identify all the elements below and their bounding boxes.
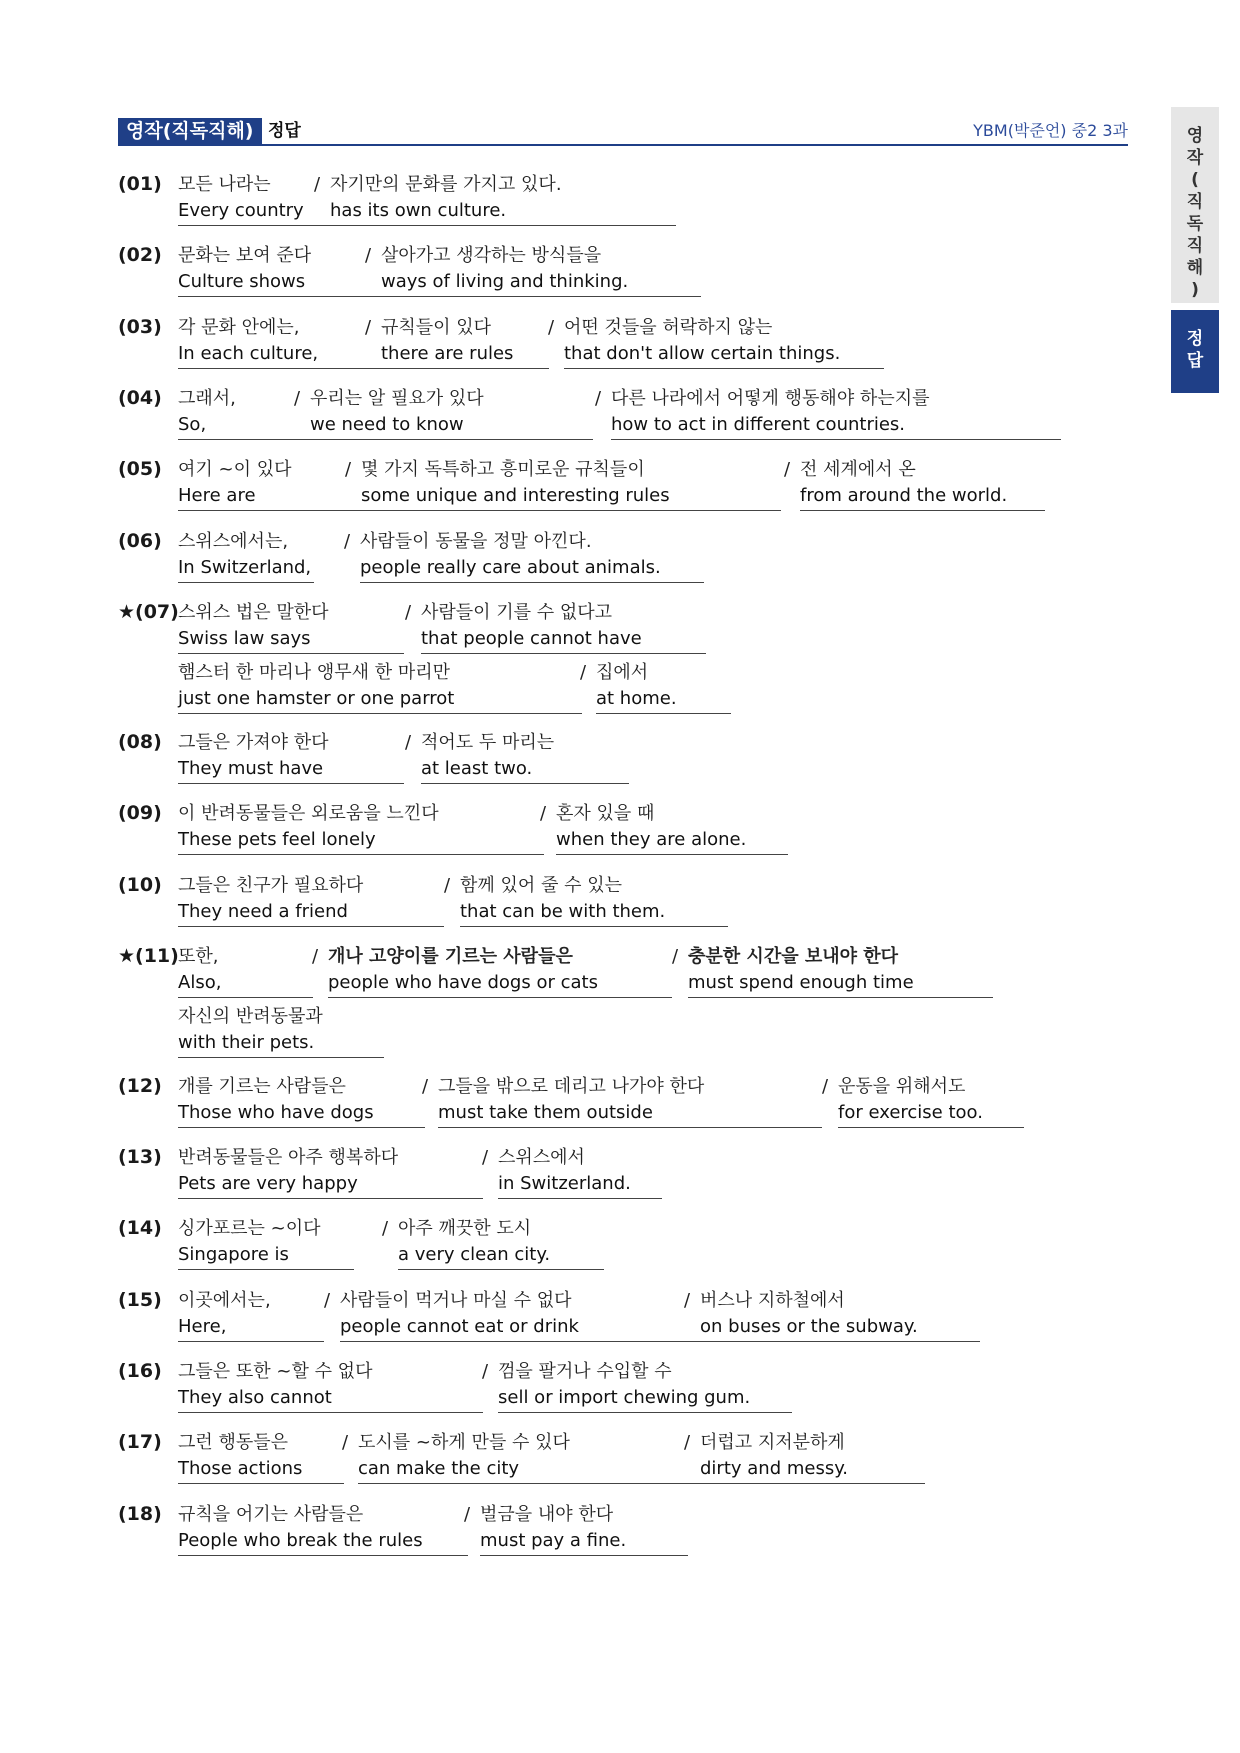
side-tab-char: 답 (1186, 351, 1204, 371)
korean-phrase: 자신의 반려동물과 (178, 1006, 323, 1027)
side-tab-char: 작 (1186, 148, 1204, 168)
english-phrase: must pay a fine. (480, 1530, 627, 1551)
item-number: (04) (118, 387, 162, 409)
phrase-chunk (556, 802, 788, 854)
phrase-chunk (421, 731, 629, 783)
english-phrase: Culture shows (178, 271, 306, 292)
answer-underline (498, 1412, 792, 1413)
phrase-separator: / (344, 531, 351, 552)
phrase-separator: / (672, 946, 679, 967)
phrase-chunk (178, 316, 384, 368)
answer-underline (700, 1341, 980, 1342)
phrase-separator: / (595, 388, 602, 409)
item-number: (17) (118, 1431, 162, 1453)
english-phrase: Those who have dogs (178, 1102, 374, 1123)
phrase-chunk (498, 1360, 792, 1412)
item-number: (15) (118, 1289, 162, 1311)
item-number: (09) (118, 802, 162, 824)
item-number: (01) (118, 173, 162, 195)
answer-underline (178, 510, 363, 511)
korean-phrase: 더럽고 지저분하게 (700, 1432, 845, 1453)
korean-phrase: 또한, (178, 946, 219, 967)
answer-underline (360, 582, 704, 583)
answer-underline (178, 1127, 425, 1128)
book-label: YBM(박준언) 중2 3과 (973, 121, 1128, 140)
phrase-separator: / (684, 1432, 691, 1453)
phrase-separator: / (548, 317, 555, 338)
phrase-chunk (178, 1217, 354, 1269)
answer-underline (838, 1127, 1024, 1128)
english-phrase: that don't allow certain things. (564, 343, 841, 364)
side-tab-char: ) (1191, 280, 1199, 300)
answer-underline (688, 997, 993, 998)
phrase-chunk (178, 1075, 425, 1127)
item-number: (14) (118, 1217, 162, 1239)
phrase-chunk (800, 458, 1045, 510)
answer-underline (361, 510, 781, 511)
answer-underline (480, 1555, 688, 1556)
phrase-chunk (838, 1075, 1024, 1127)
korean-phrase: 껌을 팔거나 수입할 수 (498, 1361, 672, 1382)
answer-underline (498, 1198, 662, 1199)
phrase-separator: / (464, 1504, 471, 1525)
english-phrase: These pets feel lonely (178, 829, 376, 850)
korean-phrase: 모든 나라는 (178, 174, 271, 195)
phrase-chunk (611, 387, 1061, 439)
answer-underline (178, 582, 314, 583)
english-phrase: can make the city (358, 1458, 520, 1479)
english-phrase: on buses or the subway. (700, 1316, 918, 1337)
english-phrase: that people cannot have (421, 628, 642, 649)
phrase-chunk (480, 1503, 688, 1555)
answer-underline (564, 368, 884, 369)
phrase-separator: / (342, 1432, 349, 1453)
phrase-chunk (398, 1217, 604, 1269)
korean-phrase: 사람들이 동물을 정말 아낀다. (360, 531, 592, 552)
page-header (118, 118, 1128, 144)
english-phrase: must spend enough time (688, 972, 914, 993)
korean-phrase: 우리는 알 필요가 있다 (310, 388, 484, 409)
english-phrase: at least two. (421, 758, 533, 779)
item-number: (16) (118, 1360, 162, 1382)
english-phrase: with their pets. (178, 1032, 315, 1053)
phrase-chunk (178, 661, 582, 713)
korean-phrase: 사람들이 기를 수 없다고 (421, 602, 613, 623)
phrase-separator: / (312, 946, 319, 967)
phrase-chunk (361, 458, 781, 510)
answer-underline (178, 926, 444, 927)
phrase-chunk (700, 1431, 925, 1483)
answer-underline (178, 783, 404, 784)
english-phrase: for exercise too. (838, 1102, 983, 1123)
answer-underline (381, 368, 549, 369)
english-phrase: we need to know (310, 414, 464, 435)
phrase-separator: / (684, 1290, 691, 1311)
korean-phrase: 몇 가지 독특하고 흥미로운 규칙들이 (361, 459, 645, 480)
korean-phrase: 전 세계에서 온 (800, 459, 916, 480)
phrase-chunk (328, 945, 672, 997)
answer-underline (460, 926, 728, 927)
answer-underline (700, 1483, 925, 1484)
korean-phrase: 함께 있어 줄 수 있는 (460, 875, 622, 896)
phrase-chunk (178, 387, 313, 439)
korean-phrase: 반려동물들은 아주 행복하다 (178, 1147, 399, 1168)
english-phrase: Here are (178, 485, 256, 506)
english-phrase: Here, (178, 1316, 227, 1337)
phrase-chunk (360, 530, 704, 582)
item-number: (03) (118, 316, 162, 338)
english-phrase: They must have (178, 758, 324, 779)
korean-phrase: 그래서, (178, 388, 236, 409)
korean-phrase: 문화는 보여 준다 (178, 245, 312, 266)
phrase-separator: / (405, 602, 412, 623)
item-number: (10) (118, 874, 162, 896)
korean-phrase: 운동을 위해서도 (838, 1076, 966, 1097)
korean-phrase: 그런 행동들은 (178, 1432, 289, 1453)
korean-phrase: 혼자 있을 때 (556, 803, 655, 824)
english-phrase: They need a friend (178, 901, 348, 922)
phrase-chunk (178, 458, 363, 510)
answer-underline (310, 439, 593, 440)
korean-phrase: 아주 깨끗한 도시 (398, 1218, 532, 1239)
korean-phrase: 벌금을 내야 한다 (480, 1504, 614, 1525)
phrase-chunk (498, 1146, 662, 1198)
phrase-chunk (178, 244, 384, 296)
answer-underline (178, 653, 404, 654)
korean-phrase: 집에서 (596, 662, 649, 683)
answer-underline (178, 1057, 384, 1058)
phrase-chunk (358, 1431, 701, 1483)
phrase-chunk (460, 874, 728, 926)
item-number: (08) (118, 731, 162, 753)
answer-underline (178, 1483, 344, 1484)
phrase-chunk (310, 387, 593, 439)
korean-phrase: 스위스에서 (498, 1147, 585, 1168)
english-phrase: So, (178, 414, 207, 435)
item-number: (13) (118, 1146, 162, 1168)
english-phrase: Also, (178, 972, 222, 993)
answer-underline (421, 653, 706, 654)
phrase-separator: / (540, 803, 547, 824)
header-rule (118, 144, 1128, 146)
korean-phrase: 여기 ~이 있다 (178, 459, 292, 480)
korean-phrase: 자기만의 문화를 가지고 있다. (330, 174, 562, 195)
korean-phrase: 이곳에서는, (178, 1290, 271, 1311)
phrase-separator: / (382, 1218, 389, 1239)
english-phrase: people who have dogs or cats (328, 972, 598, 993)
side-tab-char: 독 (1186, 214, 1204, 234)
english-phrase: people cannot eat or drink (340, 1316, 579, 1337)
side-tab-char: 영 (1186, 126, 1204, 146)
answer-underline (556, 854, 788, 855)
korean-phrase: 충분한 시간을 보내야 한다 (688, 946, 899, 967)
phrase-chunk (178, 1146, 483, 1198)
answer-underline (178, 439, 313, 440)
english-phrase: They also cannot (178, 1387, 332, 1408)
english-phrase: Those actions (178, 1458, 303, 1479)
korean-phrase: 개를 기르는 사람들은 (178, 1076, 346, 1097)
english-phrase: People who break the rules (178, 1530, 423, 1551)
phrase-separator: / (314, 174, 321, 195)
answer-underline (800, 510, 1045, 511)
phrase-separator: / (580, 662, 587, 683)
korean-phrase: 규칙들이 있다 (381, 317, 492, 338)
korean-phrase: 살아가고 생각하는 방식들을 (381, 245, 602, 266)
phrase-separator: / (482, 1361, 489, 1382)
korean-phrase: 스위스에서는, (178, 531, 289, 552)
item-number: ★(07) (118, 601, 179, 623)
phrase-chunk (340, 1289, 703, 1341)
answer-underline (438, 1127, 822, 1128)
item-number: ★(11) (118, 945, 179, 967)
phrase-chunk (381, 244, 701, 296)
phrase-chunk (178, 1503, 471, 1555)
english-phrase: Singapore is (178, 1244, 289, 1265)
phrase-chunk (178, 1289, 324, 1341)
phrase-chunk (178, 173, 331, 225)
answer-underline (596, 713, 731, 714)
english-phrase: sell or import chewing gum. (498, 1387, 751, 1408)
phrase-chunk (178, 1431, 344, 1483)
korean-phrase: 그들을 밖으로 데리고 나가야 한다 (438, 1076, 705, 1097)
side-tab-char: 해 (1186, 258, 1204, 278)
side-tab-char: 정 (1186, 329, 1204, 349)
side-tab-char: 직 (1186, 236, 1204, 256)
english-phrase: how to act in different countries. (611, 414, 906, 435)
phrase-separator: / (482, 1147, 489, 1168)
english-phrase: Every country (178, 200, 304, 221)
item-number: (18) (118, 1503, 162, 1525)
phrase-separator: / (444, 875, 451, 896)
answer-underline (178, 713, 582, 714)
answer-underline (178, 997, 313, 998)
phrase-chunk (421, 601, 706, 653)
answer-underline (178, 225, 331, 226)
answer-underline (178, 368, 384, 369)
korean-phrase: 개나 고양이를 기르는 사람들은 (328, 946, 573, 967)
english-phrase: some unique and interesting rules (361, 485, 670, 506)
answer-underline (178, 854, 544, 855)
phrase-separator: / (405, 732, 412, 753)
korean-phrase: 스위스 법은 말한다 (178, 602, 329, 623)
answer-underline (330, 225, 676, 226)
answer-underline (178, 1341, 324, 1342)
phrase-chunk (178, 874, 444, 926)
phrase-chunk (700, 1289, 980, 1341)
answer-underline (421, 783, 629, 784)
section-tag: 영작(직독직해) (118, 118, 262, 144)
phrase-separator: / (294, 388, 301, 409)
phrase-chunk (596, 661, 731, 713)
korean-phrase: 각 문화 안에는, (178, 317, 300, 338)
answer-underline (358, 1483, 701, 1484)
answer-underline (178, 1555, 468, 1556)
answer-underline (328, 997, 672, 998)
answer-underline (398, 1269, 604, 1270)
english-phrase: has its own culture. (330, 200, 507, 221)
item-number: (05) (118, 458, 162, 480)
side-tab-char: 직 (1186, 192, 1204, 212)
english-phrase: a very clean city. (398, 1244, 551, 1265)
korean-phrase: 그들은 가져야 한다 (178, 732, 329, 753)
english-phrase: must take them outside (438, 1102, 653, 1123)
korean-phrase: 어떤 것들을 허락하지 않는 (564, 317, 773, 338)
answer-underline (178, 1412, 483, 1413)
english-phrase: people really care about animals. (360, 557, 661, 578)
phrase-chunk (178, 1360, 483, 1412)
phrase-chunk (178, 1005, 384, 1057)
side-tab-answer[interactable] (1171, 310, 1219, 393)
english-phrase: when they are alone. (556, 829, 747, 850)
korean-phrase: 사람들이 먹거나 마실 수 없다 (340, 1290, 572, 1311)
english-phrase: at home. (596, 688, 677, 709)
english-phrase: Swiss law says (178, 628, 311, 649)
answer-underline (178, 296, 384, 297)
phrase-chunk (438, 1075, 822, 1127)
phrase-chunk (564, 316, 884, 368)
phrase-separator: / (822, 1076, 829, 1097)
phrase-chunk (178, 945, 313, 997)
korean-phrase: 도시를 ~하게 만들 수 있다 (358, 1432, 570, 1453)
answer-underline (178, 1269, 354, 1270)
side-tab-writing[interactable] (1171, 107, 1219, 303)
answer-underline (178, 1198, 483, 1199)
phrase-chunk (330, 173, 676, 225)
phrase-separator: / (365, 317, 372, 338)
item-number: (06) (118, 530, 162, 552)
english-phrase: in Switzerland. (498, 1173, 631, 1194)
phrase-chunk (178, 731, 404, 783)
english-phrase: Pets are very happy (178, 1173, 358, 1194)
phrase-chunk (178, 601, 404, 653)
english-phrase: there are rules (381, 343, 514, 364)
item-number: (12) (118, 1075, 162, 1097)
phrase-separator: / (422, 1076, 429, 1097)
phrase-separator: / (784, 459, 791, 480)
item-number: (02) (118, 244, 162, 266)
phrase-chunk (381, 316, 549, 368)
phrase-chunk (178, 530, 314, 582)
korean-phrase: 햄스터 한 마리나 앵무새 한 마리만 (178, 662, 451, 683)
korean-phrase: 적어도 두 마리는 (421, 732, 555, 753)
phrase-chunk (178, 802, 547, 854)
phrase-chunk (688, 945, 993, 997)
korean-phrase: 버스나 지하철에서 (700, 1290, 845, 1311)
answer-label: 정답 (268, 121, 301, 141)
korean-phrase: 그들은 친구가 필요하다 (178, 875, 364, 896)
korean-phrase: 규칙을 어기는 사람들은 (178, 1504, 364, 1525)
english-phrase: In each culture, (178, 343, 319, 364)
side-tab-char: ( (1191, 170, 1199, 190)
korean-phrase: 이 반려동물들은 외로움을 느낀다 (178, 803, 439, 824)
korean-phrase: 싱가포르는 ~이다 (178, 1218, 321, 1239)
phrase-separator: / (324, 1290, 331, 1311)
answer-underline (340, 1341, 703, 1342)
korean-phrase: 다른 나라에서 어떻게 행동해야 하는지를 (611, 388, 930, 409)
phrase-separator: / (365, 245, 372, 266)
phrase-separator: / (345, 459, 352, 480)
english-phrase: just one hamster or one parrot (178, 688, 455, 709)
english-phrase: from around the world. (800, 485, 1008, 506)
english-phrase: ways of living and thinking. (381, 271, 629, 292)
english-phrase: dirty and messy. (700, 1458, 849, 1479)
answer-underline (381, 296, 701, 297)
answer-underline (611, 439, 1061, 440)
korean-phrase: 그들은 또한 ~할 수 없다 (178, 1361, 373, 1382)
english-phrase: In Switzerland, (178, 557, 312, 578)
english-phrase: that can be with them. (460, 901, 666, 922)
